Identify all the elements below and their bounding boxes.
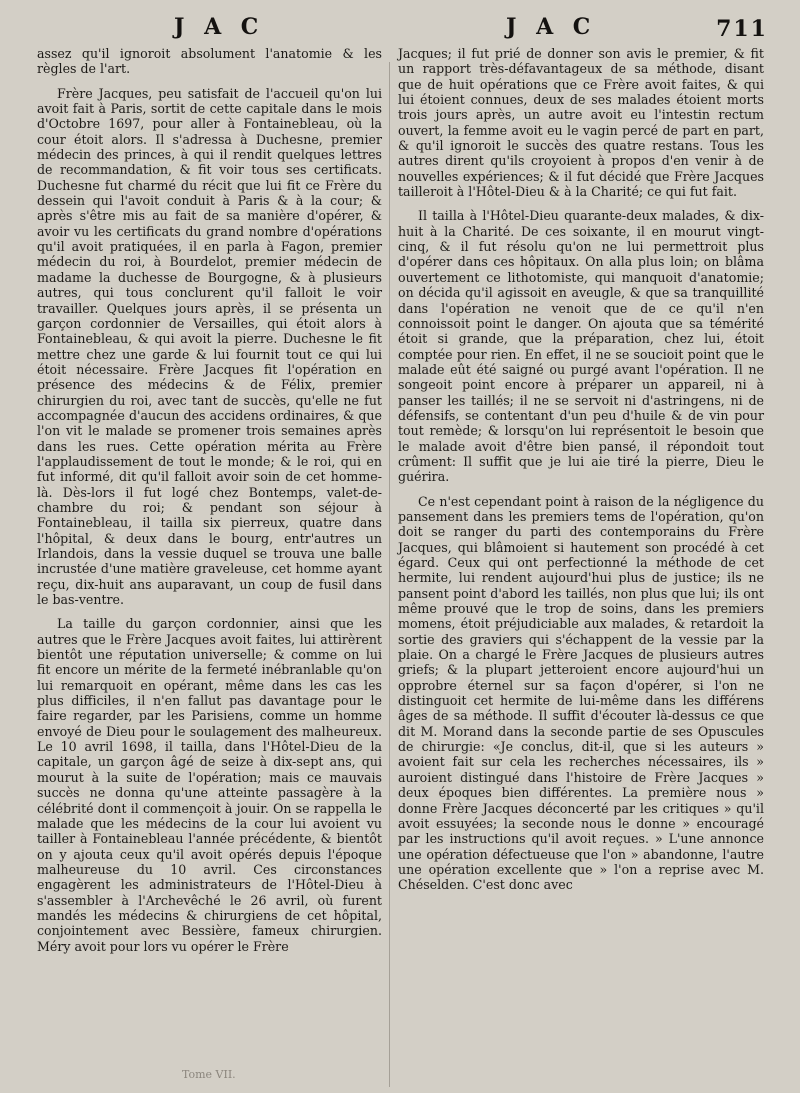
- left-paragraph-1: assez qu'il ignoroit absolument l'anatomie & les règles de l'art.: [37, 46, 382, 77]
- left-paragraph-2: Frère Jacques, peu satisfait de l'accueil qu'on lui avoit fait à Paris, sortit de cette capitale dans le mois d'Octobre 1697, pour aller à Fontainebleau, où la cour étoit alors. Il s'adressa à Duchesne, premier médecin des princes, à qui il rendit quelques lettres de recommandation, & fit voir tous ses certificats. Duchesne fut charmé du récit que lui fit ce Frère du dessein qui l'avoit conduit à Paris & à la cour; & après s'être mis au fait de sa manière d'opérer, & avoir vu les certificats du grand nombre d'opérations qu'il avoit pratiquées, il en parla à Fagon, premier médecin du roi, à Bourdelot, premier médecin de madame la duchesse de Bourgogne, & à plusieurs autres, qui tous conclurent qu'il falloit le voir travailler. Quelques jours après, il se présenta un garçon cordonnier de Versailles, qui étoit alors à Fontainebleau, & qui avoit la pierre. Duchesne le fit mettre chez une garde & lui fournit tout ce qui lui étoit nécessaire. Frère Jacques fit l'opération en présence des médecins & de Félix, premier chirurgien du roi, avec tant de succès, qu'elle ne fut accompagnée d'aucun des accidens ordinaires, & que l'on vit le malade se promener trois semaines après dans les rues. Cette opération mérita au Frère l'applaudissement de tout le monde; & le roi, qui en fut informé, dit qu'il falloit avoir soin de cet homme-là. Dès-lors il fut logé chez Bontemps, valet-de-chambre du roi; & pendant son séjour à Fontainebleau, il tailla six pierreux, quatre dans l'hôpital, & deux dans le bourg, entr'autres un Irlandois, dans la vessie duquel se trouva une balle incrustée d'une matière graveleuse, cet homme ayant reçu, dix-huit ans auparavant, un coup de fusil dans le bas-ventre.: [37, 85, 382, 608]
- page-number: 711: [716, 16, 768, 42]
- running-head-left: J A C: [174, 14, 265, 40]
- column-divider: [389, 62, 390, 1087]
- right-paragraph-1: Jacques; il fut prié de donner son avis le premier, & fit un rapport très-défavantageux de sa méthode, disant que de huit opérations que ce Frère avoit faites, & qui lui étoient connues, deux de ses malades étoient morts trois jours après, un autre avoit eu l'intestin rectum ouvert, la femme avoit eu le vagin percé de part en part, & qu'il ignoroit le succès des quatre restans. Tous les autres dirent qu'ils croyoient à propos d'en venir à de nouvelles expériences; & il fut décidé que Frère Jacques tailleroit à l'Hôtel-Dieu & à la Charité; ce qui fut fait.: [398, 46, 764, 200]
- signature-line: Tome VII.: [182, 1068, 236, 1081]
- right-column: [398, 46, 764, 893]
- left-paragraph-3: La taille du garçon cordonnier, ainsi que les autres que le Frère Jacques avoit faites, lui attirèrent bientôt une réputation universelle; & comme on lui fit encore un mérite de la fermeté inébranlable qu'on lui remarquoit en opérant, même dans les cas les plus difficiles, il n'en fallut pas davantage pour le faire regarder, par les Parisiens, comme un homme envoyé de Dieu pour le soulagement des malheureux. Le 10 avril 1698, il tailla, dans l'Hôtel-Dieu de la capitale, un garçon âgé de seize à dix-sept ans, qui mourut à la suite de l'opération; mais ce mauvais succès ne donna qu'une atteinte passagère à la célébrité dont il commençoit à jouir. On se rappella le malade que les médecins de la cour lui avoient vu tailler à Fontainebleau l'année précédente, & bientôt on y ajouta ceux qu'il avoit opérés depuis l'époque malheureuse du 10 avril. Ces circonstances engagèrent les administrateurs de l'Hôtel-Dieu à s'assembler à l'Archevêché le 26 avril, où furent mandés les médecins & chirurgiens de cet hôpital, conjointement avec Bessière, fameux chirurgien. Méry avoit pour lors vu opérer le Frère: [37, 616, 382, 954]
- running-head-right: J A C: [506, 14, 597, 40]
- right-paragraph-2: Il tailla à l'Hôtel-Dieu quarante-deux malades, & dix-huit à la Charité. De ces soixante, il en mourut vingt-cinq, & il fut résolu qu'on ne lui permettroit plus d'opérer dans ces hôpitaux. On alla plus loin; on blâma ouvertement ce lithotomiste, qui manquoit d'anatomie; on décida qu'il agissoit en aveugle, & que sa tranquillité dans l'opération ne venoit que de ce qu'il n'en connoissoit point le danger. On ajouta que sa témérité étoit si grande, que la préparation, chez lui, étoit comptée pour rien. En effet, il ne se soucioit point que le malade eût été saigné ou purgé avant l'opération. Il ne songeoit point encore à préparer un appareil, ni à panser les taillés; il ne se servoit ni d'astringens, ni de défensifs, se contentant d'un peu d'huile & de vin pour tout remède; & lorsqu'on lui représentoit le besoin que le malade avoit d'être bien pansé, il répondoit tout crûment: Il suffit que je lui aie tiré la pierre, Dieu le guérira.: [398, 208, 764, 485]
- left-column: [37, 46, 382, 954]
- right-paragraph-3: Ce n'est cependant point à raison de la négligence du pansement dans les premiers tems de l'opération, qu'on doit se ranger du parti des contemporains du Frère Jacques, qui blâmoient si hautement son procédé à cet égard. Ceux qui ont perfectionné la méthode de cet hermite, lui rendent aujourd'hui plus de justice; ils ne pansent point d'abord les taillés, non plus que lui; ils ont même prouvé que le trop de soins, dans les premiers momens, étoit préjudiciable aux malades, & retardoit la sortie des graviers qui s'échappent de la vessie par la plaie. On a chargé le Frère Jacques de plusieurs autres griefs; & la plupart jetteroient encore aujourd'hui un opprobre éternel sur sa façon d'opérer, si l'on ne distinguoit cet hermite de lui-même dans les différens âges de sa méthode. Il suffit d'écouter là-dessus ce que dit M. Morand dans la seconde partie de ses Opuscules de chirurgie: «Je conclus, dit-il, que si les auteurs » avoient fait sur cela les recherches nécessaires, ils » auroient distingué dans l'histoire de Frère Jacques » deux époques bien différentes. La première nous » donne Frère Jacques déconcerté par les critiques » qu'il avoit essuyées; la seconde nous le donne » encouragé par les instructions qu'il avoit reçues. » L'une annonce une opération défectueuse que l'on » abandonne, l'autre une opération excellente que » l'on a reprise avec M. Chéselden. C'est donc avec: [398, 493, 764, 893]
